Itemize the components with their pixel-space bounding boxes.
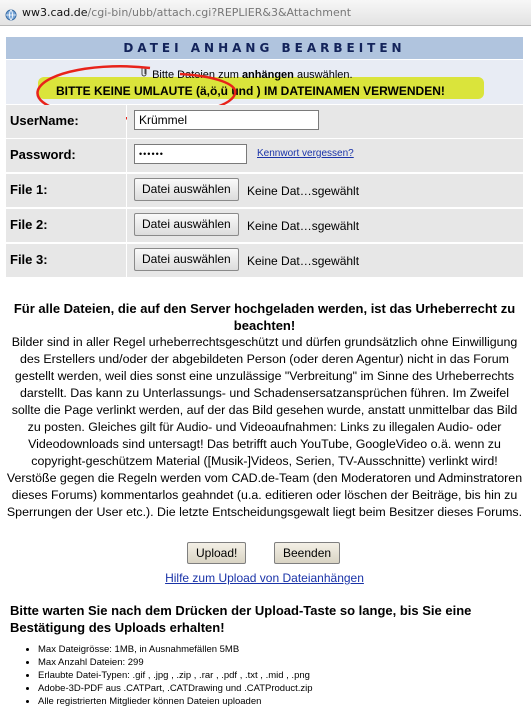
address-bar[interactable] (0, 0, 531, 26)
umlaut-warning: BITTE KEINE UMLAUTE (ä,ö,ü und ) IM DATEINAMEN VERWENDEN! (56, 84, 445, 98)
password-field-cell (127, 139, 523, 172)
file2-choose-button[interactable]: Datei auswählen (134, 213, 239, 236)
file1-field-cell (127, 174, 523, 207)
file3-status: Keine Dat…sgewählt (247, 254, 360, 268)
file1-choose-button[interactable]: Datei auswählen (134, 178, 239, 201)
username-label-cell (6, 105, 126, 138)
file-row-2 (6, 209, 523, 242)
list-item: • Max Anzahl Dateien: 299 (38, 656, 313, 669)
list-item: • Erlaubte Datei-Typen: .gif , .jpg , .zip , .rar , .pdf , .txt , .mid , .png (38, 669, 313, 682)
username-row (6, 105, 523, 138)
forgot-password-link[interactable]: Kennwort vergessen? (257, 148, 354, 159)
list-item: • Adobe-3D-PDF aus .CATPart, .CATDrawing und .CATProduct.zip (38, 682, 313, 695)
notice-bold: anhängen (241, 69, 294, 81)
password-row (6, 139, 523, 172)
file-row-1 (6, 174, 523, 207)
file3-label: File 3: (10, 252, 48, 267)
notice-post: auswählen. (293, 69, 353, 81)
form-title: DATEI ANHANG BEARBEITEN (123, 41, 406, 55)
wait-notice: Bitte warten Sie nach dem Drücken der Upload-Taste so lange, bis Sie eine Bestätigung des Uploads erhalten! (10, 603, 472, 635)
finish-button[interactable]: Beenden (274, 542, 340, 564)
copyright-body: Bilder sind in aller Regel urheberrechtsgeschützt und dürfen grundsätzlich ohne Einwilligung des Erstellers und/oder der abgebildeten Person (oder deren Agentur) nicht in das Forum gestellt werden, weil dies sonst eine unzulässige "Verbreitung" im Sinne des Urheberrechts darstellt. Das kann zu Unterlassungs- und Schadensersatzansprüchen führen. Im Zweifel sollte die Page verlinkt werden, auf der das Bild gesehen wurde, anstatt unmittelbar das Bild zu posten. Gleiches gilt für Audio- und Videoaufnahmen: Links zu illegalen Audio- oder Videodownloads sind untersagt! Das betrifft auch YouTube, GoogleVideo o.ä. wenn zu copyright-geschützem Material ([Musik-]Videos, Serien, TV-Ausschnitte) verlinkt wird! Verstöße gegen die Regeln werden vom CAD.de-Team (den Moderatoren und Adminstratoren dieses Forums) kommentarlos geahndet (u.a. editieren oder löschen der Beiträge, bis hin zu Sperrungen der User etc.). Die letzte Entscheidungsgewalt liegt beim Besitzer dieses Forums. (6, 335, 523, 519)
globe-icon (5, 6, 17, 25)
file1-label-cell (6, 174, 126, 207)
file1-label: File 1: (10, 182, 48, 197)
username-field-cell (127, 105, 523, 138)
form-title-bar (6, 37, 523, 59)
file3-field-cell (127, 244, 523, 277)
username-input[interactable]: Krümmel (134, 110, 319, 130)
list-item: • Max Dateigrösse: 1MB, in Ausnahmefällen 5MB (38, 643, 313, 656)
notice-pre: Bitte Dateien zum (152, 69, 242, 81)
password-label-cell (6, 139, 126, 172)
url-path: /cgi-bin/ubb/attach.cgi?REPLIER&3&Attachment (87, 6, 352, 19)
url-host: ww3.cad.de (22, 6, 88, 19)
file2-status: Keine Dat…sgewählt (247, 219, 360, 233)
list-item: • Alle registrierten Mitglieder können Dateien uploaden (38, 695, 313, 708)
upload-info-list (24, 643, 313, 708)
copyright-heading: Für alle Dateien, die auf den Server hochgeladen werden, ist das Urheberrecht zu beachten! (13, 301, 516, 333)
file2-field-cell (127, 209, 523, 242)
url-text (22, 6, 351, 19)
file3-choose-button[interactable]: Datei auswählen (134, 248, 239, 271)
upload-button[interactable]: Upload! (187, 542, 246, 564)
file2-label: File 2: (10, 217, 48, 232)
file-row-3 (6, 244, 523, 277)
file1-status: Keine Dat…sgewählt (247, 184, 360, 198)
username-label: UserName: (10, 113, 79, 128)
password-label: Password: (10, 147, 76, 162)
file2-label-cell (6, 209, 126, 242)
upload-help-link[interactable]: Hilfe zum Upload von Dateianhängen (165, 571, 364, 585)
file3-label-cell (6, 244, 126, 277)
password-input[interactable]: •••••• (134, 144, 247, 164)
